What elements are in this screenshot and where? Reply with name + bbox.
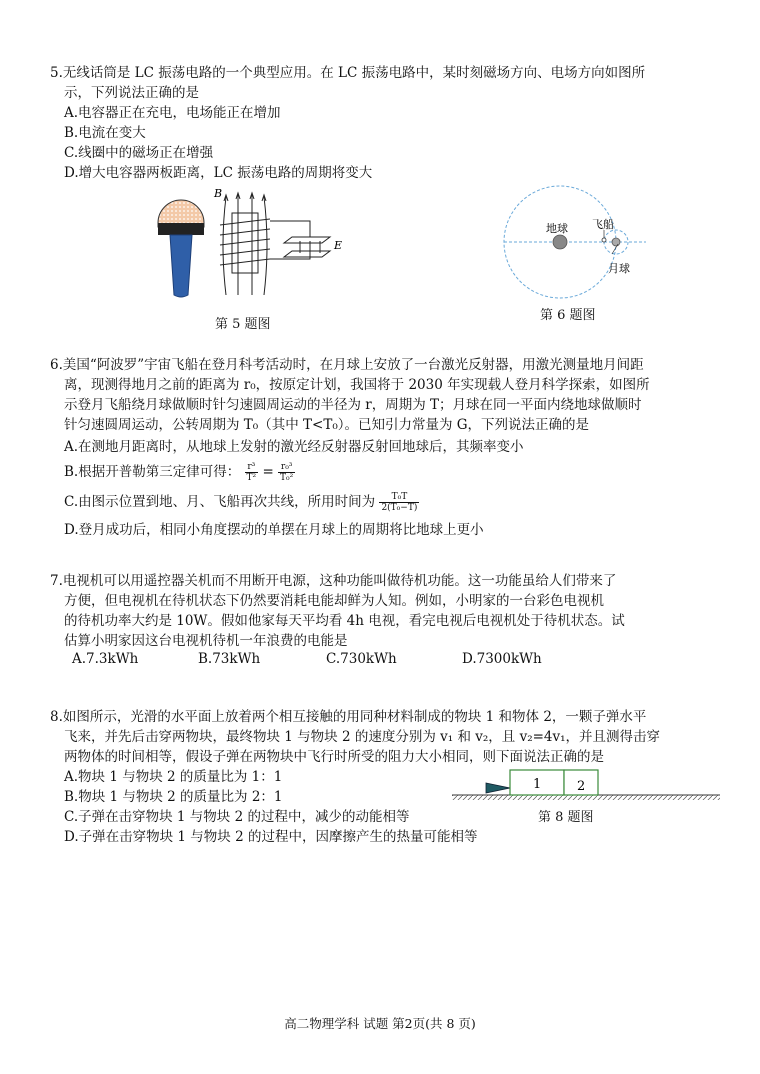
q8-stem-line3: 两物体的时间相等，假设子弹在两物块中飞行时所受的阻力大小相同，则下面说法正确的是 <box>64 749 604 765</box>
q8-option-c: C.子弹在击穿物块 1 与物块 2 的过程中，减少的动能相等 <box>64 809 410 825</box>
q7-stem-line1: 7.电视机可以用遥控器关机而不用断开电源，这种功能叫做待机功能。这一功能虽给人们带来了 <box>50 573 617 589</box>
q6-option-b-fraction-right: $\frac{\text{r₀³}}{\text{T₀²}}$ <box>280 462 294 483</box>
q6-figure <box>500 184 650 304</box>
q6-option-b-fraction-left: $\frac{\text{r³}}{\text{T²}}$ <box>246 462 257 483</box>
q6-option-b <box>64 462 295 483</box>
q7-stem-line3: 的待机功率大约是 10W。假如他家每天平均看 4h 电视，看完电视后电视机处于待机状态。试 <box>64 613 625 629</box>
q8-stem-line1: 8.如图所示，光滑的水平面上放着两个相互接触的用同种材料制成的物块 1 和物体 2，一颗子弹水平 <box>50 709 647 725</box>
q6-option-d: D.登月成功后，相同小角度摆动的单摆在月球上的周期将比地球上更小 <box>64 522 484 538</box>
q7-stem-line4: 估算小明家因这台电视机待机一年浪费的电能是 <box>64 633 348 649</box>
page-footer: 高二物理学科 试题 第2页(共 8 页) <box>284 1016 476 1031</box>
q8-option-d: D.子弹在击穿物块 1 与物块 2 的过程中，因摩擦产生的热量可能相等 <box>64 829 478 845</box>
q6-stem-line1: 6.美国“阿波罗”宇宙飞船在登月科考活动时，在月球上安放了一台激光反射器，用激光测量地月间距 <box>50 357 644 373</box>
q6-option-b-text: B.根据开普勒第三定律可得： <box>64 464 241 480</box>
q5-option-d: D.增大电容器两板距离，LC 振荡电路的周期将变大 <box>64 165 373 181</box>
q6-option-c-fraction: $\frac{\text{T₀T}}{\text{2(T₀−T)}}$ <box>381 492 418 513</box>
q8-stem-line2: 飞来，并先后击穿两物块，最终物块 1 与物块 2 的速度分别为 v₁ 和 v₂，且 v₂=4v₁，并且测得击穿 <box>64 729 661 745</box>
q8-option-b: B.物块 1 与物块 2 的质量比为 2：1 <box>64 789 283 805</box>
q7-option-d: D.7300kWh <box>462 651 542 667</box>
q5-option-b: B.电流在变大 <box>64 125 146 141</box>
q5-stem-line1: 5.无线话筒是 LC 振荡电路的一个典型应用。在 LC 振荡电路中，某时刻磁场方向、电场方向如图所 <box>50 65 646 81</box>
q7-option-a: A.7.3kWh <box>72 651 139 667</box>
q5-option-c: C.线圈中的磁场正在增强 <box>64 145 214 161</box>
q5-option-a: A.电容器正在充电，电场能正在增加 <box>64 105 281 121</box>
q6-fig-label-earth: 地球 <box>546 222 568 235</box>
q6-caption: 第 6 题图 <box>540 308 596 323</box>
q8-caption: 第 8 题图 <box>538 810 594 825</box>
q5-caption: 第 5 题图 <box>215 317 271 332</box>
block-2-label: 2 <box>577 779 586 794</box>
q7-stem-line2: 方便，但电视机在待机状态下仍然要消耗电能却鲜为人知。例如，小明家的一台彩色电视机 <box>64 593 604 609</box>
q8-option-a: A.物块 1 与物块 2 的质量比为 1：1 <box>64 769 283 785</box>
q7-option-b: B.73kWh <box>198 651 261 667</box>
microphone-illustration <box>158 200 204 297</box>
q5-fig-label-b: B <box>214 187 223 200</box>
q6-option-c <box>64 492 419 513</box>
q6-stem-line3: 示登月飞船绕月球做顺时针匀速圆周运动的半径为 r，周期为 T；月球在同一平面内绕地球做顺时 <box>64 397 642 413</box>
q5-stem-line2: 示，下列说法正确的是 <box>64 85 199 101</box>
q6-stem-line2: 离，现测得地月之前的距离为 r₀，按原定计划，我国将于 2030 年实现载人登月科学探索，如图所 <box>64 377 650 393</box>
q6-option-b-equals: = <box>262 464 274 480</box>
moon-icon <box>612 238 620 246</box>
block-1-label: 1 <box>533 777 542 792</box>
spaceship-icon <box>602 238 606 242</box>
q5-figure <box>150 185 350 305</box>
q6-stem-line4: 针匀速圆周运动，公转周期为 T₀（其中 T<T₀）。已知引力常量为 G，下列说法正确的是 <box>64 417 590 433</box>
bullet-icon <box>486 783 510 793</box>
q6-fig-label-moon: 月球 <box>608 262 630 275</box>
q8-figure <box>452 766 722 806</box>
q6-option-a: A.在测地月距离时，从地球上发射的激光经反射器反射回地球后，其频率变小 <box>64 439 524 455</box>
q5-fig-label-e: E <box>334 239 343 252</box>
earth-icon <box>553 235 567 249</box>
lc-coil-illustration <box>220 193 330 295</box>
q6-fig-label-ship: 飞船 <box>592 218 614 231</box>
q6-option-c-text: C.由图示位置到地、月、飞船再次共线，所用时间为 <box>64 494 376 510</box>
q7-option-c: C.730kWh <box>326 651 397 667</box>
